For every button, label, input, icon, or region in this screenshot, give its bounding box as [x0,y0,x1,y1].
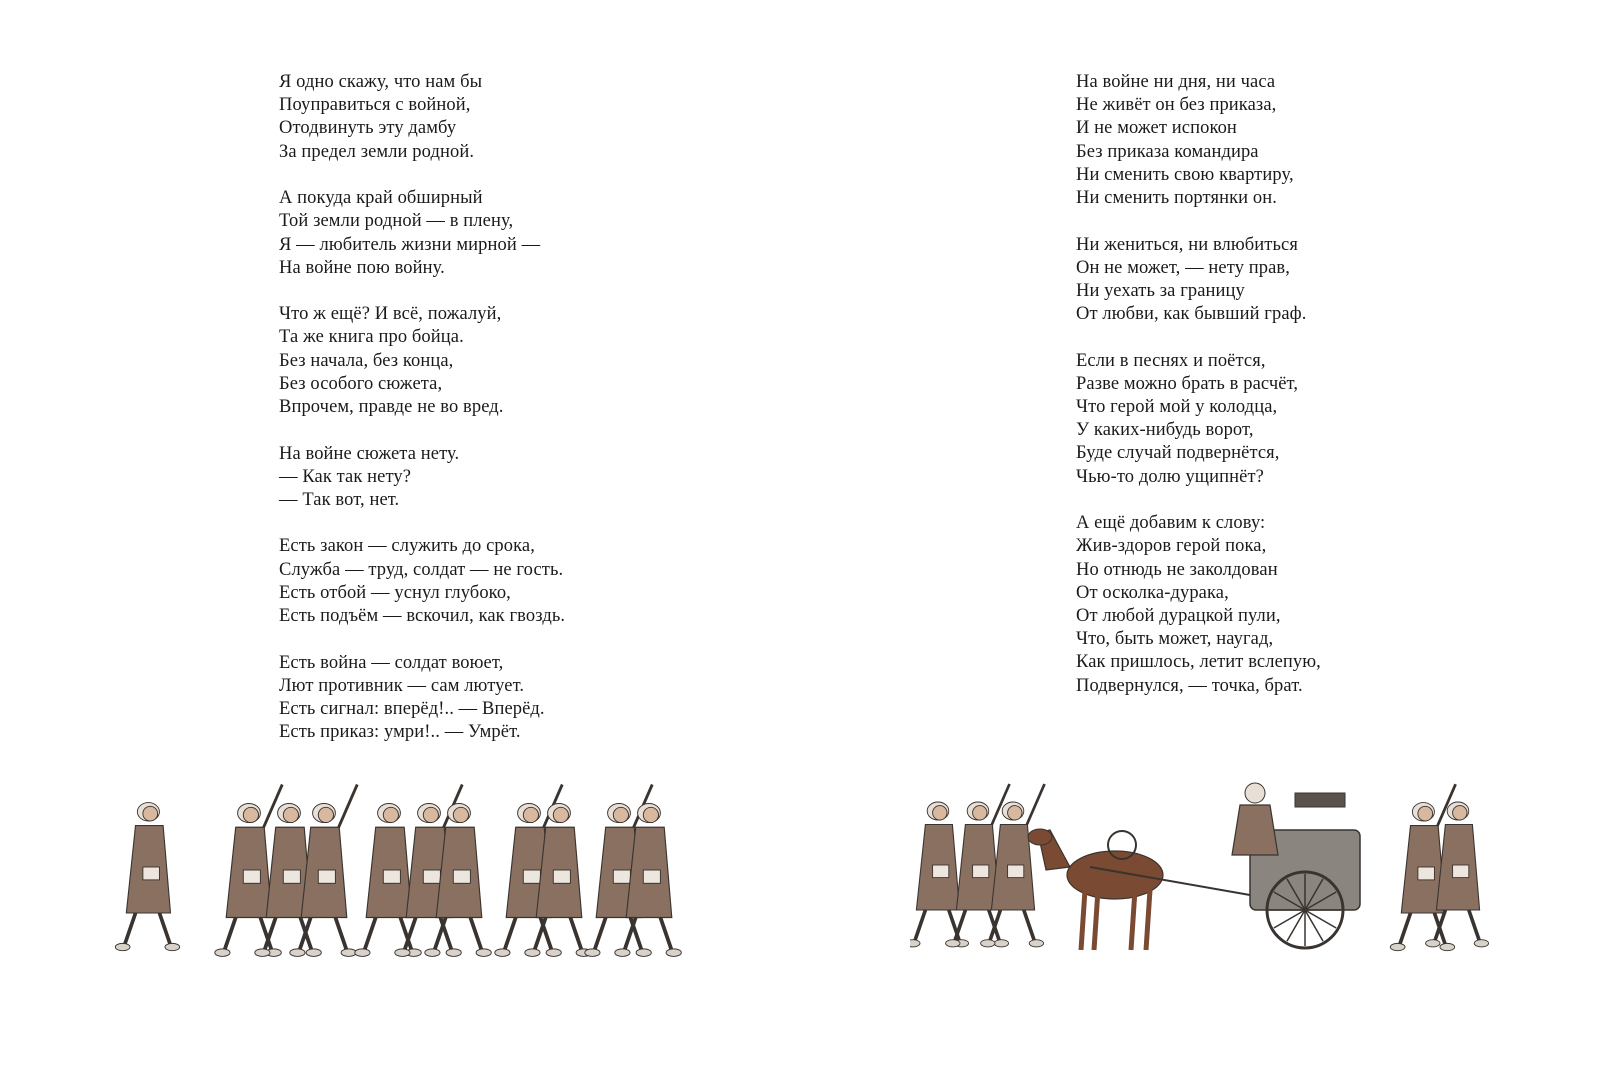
poem-line: Служба — труд, солдат — не гость. [279,559,564,580]
poem-line: От любви, как бывший граф. [1076,304,1307,325]
poem-line: Не живёт он без приказа, [1076,95,1277,116]
poem-line: И не может испокон [1076,118,1237,139]
poem-line: Я — любитель жизни мирной — [279,234,541,255]
stanza [1076,512,1321,698]
horse-leg [1131,890,1135,950]
horse-leg [1094,890,1098,950]
stanza [279,71,565,164]
poem-line: Есть отбой — уснул глубоко, [279,582,511,603]
poem-line: Ни сменить портянки он. [1076,188,1277,209]
poem-line: Поуправиться с войной, [279,95,471,116]
chimney [1295,793,1345,807]
poem-line: Впрочем, правде не во вред. [279,397,504,418]
poem-line: Есть подъём — вскочил, как гвоздь. [279,606,566,627]
poem-line: — Как так нету? [279,466,412,487]
poem-line: Ни жениться, ни влюбиться [1076,234,1298,255]
stanza [1076,234,1321,327]
horse-leg [1081,890,1085,950]
poem-line: Есть сигнал: вперёд!.. — Вперёд. [279,698,545,719]
poem-line: На войне пою войну. [279,257,445,278]
marching-soldiers-drawing [110,775,710,1000]
poem-line: Лют противник — сам лютует. [279,675,525,696]
poem-line: Есть война — солдат воюет, [279,652,504,673]
poem-left [279,71,565,744]
poem-line: Чью-то долю ущипнёт? [1076,466,1264,487]
poem-line: Той земли родной — в плену, [279,211,514,232]
stanza [1076,350,1321,489]
poem-line: Без начала, без конца, [279,350,454,371]
poem-line: Подвернулся, — точка, брат. [1076,675,1303,696]
poem-line: Что, быть может, наугад, [1076,629,1274,650]
stanza [279,652,565,745]
stanza [279,535,565,628]
poem-line: От любой дурацкой пули, [1076,605,1281,626]
poem-line: А покуда край обширный [279,188,483,209]
horse-cart-drawing [910,775,1510,1000]
soldier-figure [115,803,179,951]
horse-head [1028,829,1052,845]
poem-line: На войне сюжета нету. [279,443,460,464]
marching-soldiers-illustration [110,775,710,1000]
poem-line: Отодвинуть эту дамбу [279,118,457,139]
poem-line: От осколка-дурака, [1076,582,1229,603]
poem-line: Ни сменить свою квартиру, [1076,164,1294,185]
poem-line: Ни уехать за границу [1076,280,1245,301]
driver-body [1232,805,1278,855]
poem-line: За предел земли родной. [279,141,475,162]
poem-line: Жив-здоров герой пока, [1076,536,1267,557]
right-page [800,0,1600,1084]
poem-line: Без особого сюжета, [279,373,443,394]
poem-line: — Так вот, нет. [279,489,400,510]
poem-line: Если в песнях и поётся, [1076,350,1266,371]
horse-leg [1146,890,1150,950]
driver-head [1245,783,1265,803]
poem-line: Та же книга про бойца. [279,327,464,348]
stanza [1076,71,1321,210]
poem-line: Что ж ещё? И всё, пожалуй, [279,304,502,325]
poem-right [1076,71,1321,698]
stanza [279,443,565,513]
poem-line: А ещё добавим к слову: [1076,513,1266,534]
poem-line: На войне ни дня, ни часа [1076,72,1276,92]
stanza [279,187,565,280]
poem-line: Что герой мой у колодца, [1076,397,1278,418]
stanza [279,303,565,419]
poem-line: Как пришлось, летит вслепую, [1076,652,1321,673]
poem-line: Я одно скажу, что нам бы [279,72,483,92]
horse-cart-soldiers-illustration [910,775,1510,1000]
poem-line: Буде случай подвернётся, [1076,443,1280,464]
poem-line: Есть приказ: умри!.. — Умрёт. [279,722,521,743]
poem-line: У каких-нибудь ворот, [1076,420,1254,441]
poem-line: Без приказа командира [1076,141,1259,162]
poem-line: Есть закон — служить до срока, [279,536,535,557]
poem-line: Разве можно брать в расчёт, [1076,373,1299,394]
poem-line: Но отнюдь не заколдован [1076,559,1278,580]
poem-line: Он не может, — нету прав, [1076,257,1290,278]
